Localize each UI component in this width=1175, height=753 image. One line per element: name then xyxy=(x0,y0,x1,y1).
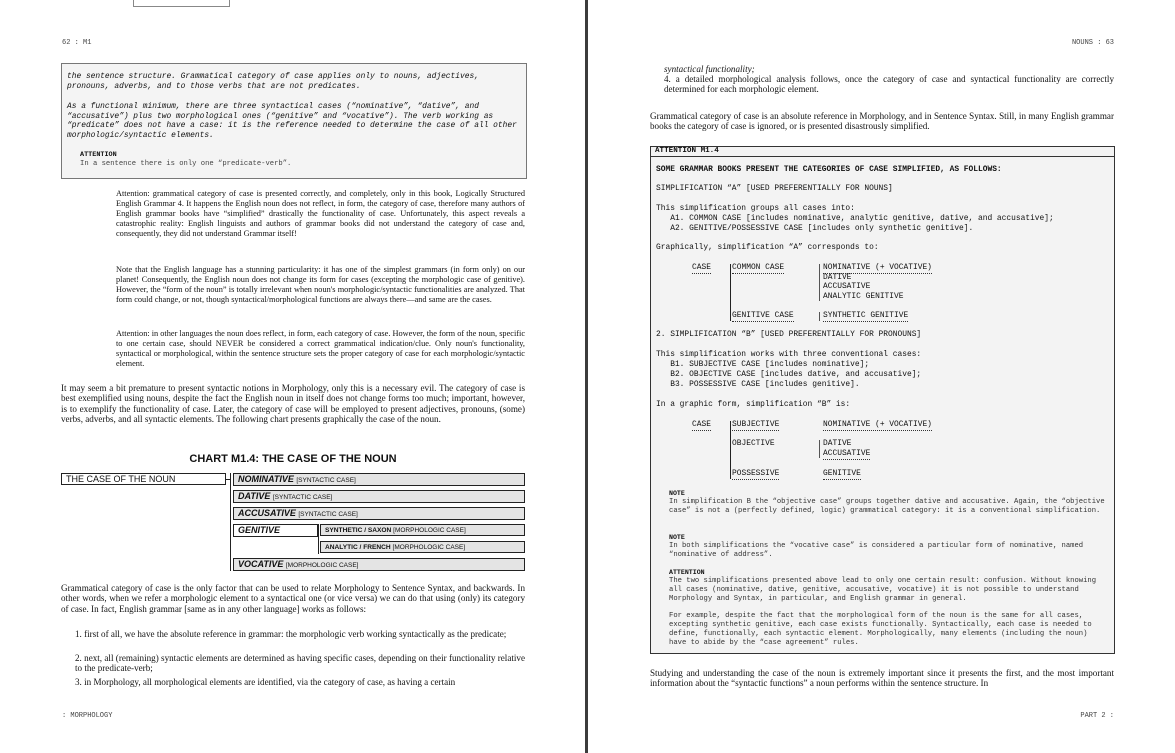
attention-box-header: ATTENTION M1.4 xyxy=(651,147,1114,157)
page-footer-right: PART 2 : xyxy=(1080,712,1114,720)
graph-a-accusative: ACCUSATIVE xyxy=(823,282,871,291)
graph-b-genitive: GENITIVE xyxy=(823,469,861,478)
graph-a-dative: DATIVE xyxy=(823,273,852,282)
attention-box-m1-4 xyxy=(650,146,1115,654)
graph-a-case: CASE xyxy=(692,263,711,272)
graph-b-case: CASE xyxy=(692,420,711,429)
dative-label: DATIVE xyxy=(238,491,271,501)
chart-genitive-connector xyxy=(318,524,319,554)
left-page xyxy=(0,0,585,753)
att-line-4: A1. COMMON CASE [includes nominative, analytic genitive, dative, and accusative]; xyxy=(656,214,1054,223)
window-tab-stub[interactable] xyxy=(133,0,230,7)
chart-saxon-box xyxy=(320,524,525,536)
chart-dative-box xyxy=(233,490,525,503)
graph-a-vline-2 xyxy=(819,264,820,301)
att-line-11: B3. POSSESSIVE CASE [includes genitive]. xyxy=(656,380,860,389)
note-2-title: NOTE xyxy=(669,534,685,541)
graph-b-subjective: SUBJECTIVE xyxy=(732,420,780,429)
att-line-8: This simplification works with three conventional cases: xyxy=(656,350,922,359)
box-attention-text: In a sentence there is only one “predicate-verb”. xyxy=(80,160,292,168)
attention-title: ATTENTION xyxy=(669,569,705,576)
page-footer-left: : MORPHOLOGY xyxy=(62,712,113,720)
att-line-10: B2. OBJECTIVE CASE [includes dative, and accusative]; xyxy=(656,370,922,379)
body-paragraph-2: Grammatical category of case is the only factor that can be used to relate Morphology to Sentence Syntax, and backwards. In other words, when we refer a morphologic element to a syntactical one (or vice versa) we can do that using (only) its category of case. In fact, English grammar [same as in any other language] works as follows: xyxy=(61,583,525,614)
attention-paragraph-3: Attention: in other languages the noun does reflect, in form, each category of case. However, the form of the noun, specific to one certain case, should NEVER be considered a correct grammatical indication/clue. Only noun's functionality, syntactical or morphological, within the sentence structure sets the proper category of case for each morphologic/syntactic element. xyxy=(116,329,525,368)
graph-b-vline-2 xyxy=(819,440,820,458)
right-paragraph-2: Studying and understanding the case of the noun is extremely important since it presents the first, and the most important information about the “syntactic functions” a noun performs within the sentence structure. In xyxy=(650,668,1114,689)
genitive-label: GENITIVE xyxy=(238,525,281,535)
box-paragraph-1: the sentence structure. Grammatical category of case applies only to nouns, adjectives, pronouns, adverbs, and to those verbs that are not predicates. xyxy=(67,72,479,91)
vocative-tag: [MORPHOLOGIC CASE] xyxy=(285,562,359,569)
chart-genitive-box xyxy=(233,524,318,537)
graph-a-synthetic: SYNTHETIC GENITIVE xyxy=(823,311,909,320)
attention-paragraph-1: Attention: grammatical category of case is presented correctly, and completely, only in this book, Logically Structured English Grammar 4. It happens the English noun does not reflect, in form, the category of case, therefore many authors of English grammar books have “simplified” drastically the functionality of case. Unfortunately, this aspect reveals a catastrophic reality: English linguists and authors of grammar books did not understand the category of case and, consequently, they did not understand Grammar itself! xyxy=(116,189,525,238)
att-line-7: 2. SIMPLIFICATION “B” [USED PREFERENTIALLY FOR PRONOUNS] xyxy=(656,330,922,339)
attention-paragraph-2: Note that the English language has a stunning particularity: it has one of the simplest grammars (in form only) on our planet! Consequently, the English noun does not change its form for cases (excepting the morphologic case of genitive). However, the “form of the noun” is totally irrelevant when noun's morphologic/syntactic functionalities are analyzed. That form could change, or not, though syntactical/morphological functions are always there—and same are the cases. xyxy=(116,265,525,304)
list-item-3: 3. in Morphology, all morphological elements are identified, via the category of case, as having a certain xyxy=(75,677,456,687)
nominative-label: NOMINATIVE xyxy=(238,474,294,484)
saxon-label: SYNTHETIC / SAXON xyxy=(325,527,392,534)
accusative-tag: [SYNTACTIC CASE] xyxy=(298,511,358,518)
chart-root-label: THE CASE OF THE NOUN xyxy=(66,474,176,484)
graph-b-accusative: ACCUSATIVE xyxy=(823,449,871,458)
chart-nominative-box xyxy=(233,473,525,486)
graph-a-nominative: NOMINATIVE (+ VOCATIVE) xyxy=(823,263,932,272)
graph-a-common: COMMON CASE xyxy=(732,263,785,272)
list-item-2: 2. next, all (remaining) syntactic elements are determined as having specific cases, depending on their functionality relative to the predicate-verb; xyxy=(75,653,525,674)
chart-root-box xyxy=(61,473,226,485)
body-paragraph-1: It may seem a bit premature to present syntactic notions in Morphology, only this is a necessary evil. The category of case is best exemplified using nouns, despite the fact the English noun in itself does not change forms too much; important, however, is to exemplify the functionality of case. Later, the category of case will be employed to present adjectives, pronouns, (some) verbs, adverbs, and all syntactic elements. The following chart presents graphically the case of the noun. xyxy=(61,383,525,424)
chart-title: CHART M1.4: THE CASE OF THE NOUN xyxy=(189,453,397,465)
graph-b-nominative: NOMINATIVE (+ VOCATIVE) xyxy=(823,420,932,429)
french-label: ANALYTIC / FRENCH xyxy=(325,544,391,551)
att-line-6: Graphically, simplification “A” corresponds to: xyxy=(656,243,879,252)
chart-french-box xyxy=(320,541,525,553)
attention-text-1: The two simplifications presented above lead to only one certain result: confusion. Without knowing all cases (nominative, dative, genitive, accusative, vocative) it is not possible to understand Morphology and Syntax, in particular, and English grammar in general. xyxy=(669,577,1097,603)
list-item-4: 4. a detailed morphological analysis follows, once the category of case and syntactical functionality are correctly determined for each morphologic element. xyxy=(664,74,1114,95)
chart-connector-root xyxy=(226,479,231,480)
att-line-12: In a graphic form, simplification “B” is: xyxy=(656,400,851,409)
graph-b-vline xyxy=(730,421,731,479)
graph-b-possessive: POSSESSIVE xyxy=(732,469,780,478)
graph-a-vline-3 xyxy=(819,312,820,321)
chart-vocative-box xyxy=(233,558,525,571)
att-line-2: SIMPLIFICATION “A” [USED PREFERENTIALLY FOR NOUNS] xyxy=(656,184,893,193)
definition-box xyxy=(61,63,527,179)
chart-connector-vertical xyxy=(230,473,231,571)
french-tag: [MORPHOLOGIC CASE] xyxy=(392,544,466,551)
list-item-1: 1. first of all, we have the absolute reference in grammar: the morphologic verb working syntactically as the predicate; xyxy=(75,629,507,639)
nominative-tag: [SYNTACTIC CASE] xyxy=(296,477,356,484)
note-2-text: In both simplifications the “vocative case” is considered a particular form of nominative, named “nominative of address”. xyxy=(669,542,1084,559)
graph-a-genitive-case: GENITIVE CASE xyxy=(732,311,794,320)
page-header-right: NOUNS : 63 xyxy=(1071,39,1114,47)
attention-text-2: For example, despite the fact that the morphological form of the noun is the same for all cases, excepting synthetic genitive, each case exists functionally. Syntactically, each case is needed to define, functionally, each syntactic element. Morphologically, many elements (including the noun) have to abide by the “case agreement” rules. xyxy=(669,612,1092,647)
accusative-label: ACCUSATIVE xyxy=(238,508,296,518)
page-header-left: 62 : M1 xyxy=(62,39,92,47)
att-line-3: This simplification groups all cases into: xyxy=(656,204,855,213)
right-paragraph-1: Grammatical category of case is an absolute reference in Morphology, and in Sentence Syntax. Still, in many English grammar books the category of case is ignored, or is presented disastrously simplified. xyxy=(650,111,1114,132)
top-continuation: syntactical functionality; xyxy=(664,64,755,74)
right-page xyxy=(588,0,1175,753)
box-attention-title: ATTENTION xyxy=(80,151,117,159)
att-line-9: B1. SUBJECTIVE CASE [includes nominative]; xyxy=(656,360,870,369)
att-line-5: A2. GENITIVE/POSSESSIVE CASE [includes only synthetic genitive]. xyxy=(656,224,974,233)
graph-b-dative: DATIVE xyxy=(823,439,852,448)
box-paragraph-2: As a functional minimum, there are three syntactical cases (“nominative”, “dative”, and “accusative”) plus two morphological ones (“genitive” and “vocative”). The verb working as “predicate” does not have a case: it is the reference needed to determine the case of all other morphologic/syntactic elements. xyxy=(67,102,517,140)
graph-a-vline xyxy=(730,264,731,321)
att-line-1: SOME GRAMMAR BOOKS PRESENT THE CATEGORIES OF CASE SIMPLIFIED, AS FOLLOWS: xyxy=(656,165,1002,174)
note-1-title: NOTE xyxy=(669,490,685,497)
dative-tag: [SYNTACTIC CASE] xyxy=(272,494,333,501)
graph-b-objective: OBJECTIVE xyxy=(732,439,775,448)
chart-accusative-box xyxy=(233,507,525,520)
vocative-label: VOCATIVE xyxy=(238,559,284,569)
graph-a-analytic: ANALYTIC GENITIVE xyxy=(823,292,904,301)
saxon-tag: [MORPHOLOGIC CASE] xyxy=(393,527,466,534)
note-1-text: In simplification B the “objective case” groups together dative and accusative. Again, the “objective case” is not a (perfectly defined, logic) grammatical category: it is a conventional simplification. xyxy=(669,498,1105,515)
